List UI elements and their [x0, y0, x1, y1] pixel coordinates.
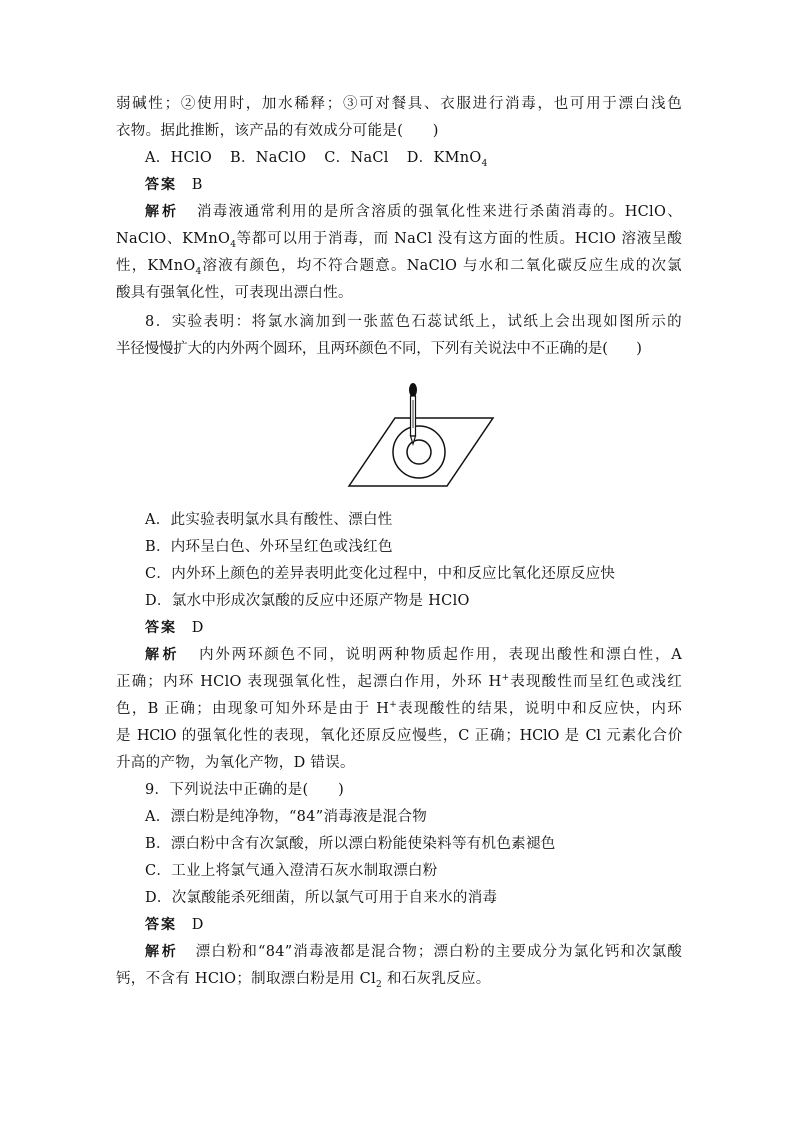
answer-label: 答案 — [145, 620, 177, 636]
q8-analysis-line-5: 升高的产物，为氧化产物，D 错误。 — [116, 755, 355, 771]
q7-analysis-line-4: 酸具有强氧化性，可表现出漂白性。 — [116, 285, 353, 301]
q9-analysis-line-1: 解析 漂白粉和“84”消毒液都是混合物；漂白粉的主要成分为氯化钙和次氯酸 — [145, 944, 682, 960]
dropper-icon — [409, 383, 417, 444]
q8-option-c: C．内外环上颜色的差异表明此变化过程中，中和反应比氧化还原反应快 — [145, 566, 616, 582]
answer-label: 答案 — [145, 917, 177, 933]
q8-option-b: B．内环呈白色、外环呈红色或浅红色 — [145, 539, 393, 555]
q9-option-a: A．漂白粉是纯净物，“84”消毒液是混合物 — [145, 809, 428, 825]
q9-option-b: B．漂白粉中含有次氯酸，所以漂白粉能使染料等有机色素褪色 — [145, 836, 556, 852]
q8-analysis-line-4: 是 HClO 的强氧化性的表现，氧化还原反应慢些，C 正确；HClO 是 Cl 元素化合价 — [116, 728, 682, 744]
q9-analysis-line-2: 钙，不含有 HClO；制取漂白粉是用 $Cl_2$ 和石灰乳反应。 — [116, 971, 491, 990]
q8-answer — [145, 615, 682, 642]
q7-option-c: C．NaCl — [324, 150, 389, 166]
q8-analysis-line-2: 正确；内环 HClO 表现强氧化性，起漂白作用，外环 H+表现酸性而呈红色或浅红 — [116, 673, 682, 690]
q9-answer-value: D — [191, 917, 204, 933]
q8-stem-line-2: 半径慢慢扩大的内外两个圆环，且两环颜色不同，下列有关说法中不正确的是( ) — [116, 341, 642, 357]
q7-stem-line-2: 衣物。据此推断，该产品的有效成分可能是( ) — [116, 123, 439, 139]
q8-option-a: A．此实验表明氯水具有酸性、漂白性 — [145, 512, 393, 528]
q7-option-b: B．NaClO — [230, 150, 307, 166]
dropper-test-paper-figure — [343, 370, 499, 506]
q7-options — [145, 145, 682, 172]
q8-answer-value: D — [191, 620, 204, 636]
q9-option-c: C．工业上将氯气通入澄清石灰水制取漂白粉 — [145, 863, 438, 879]
q8-option-d: D．氯水中形成次氯酸的反应中还原产物是 HClO — [145, 593, 470, 609]
q7-analysis-line-1: 解析 消毒液通常利用的是所含溶质的强氧化性来进行杀菌消毒的。HClO、 — [145, 204, 682, 220]
inner-ring — [407, 440, 431, 464]
q7-option-a: A．HClO — [145, 150, 213, 166]
q9-option-d: D．次氯酸能杀死细菌，所以氯气可用于自来水的消毒 — [145, 890, 498, 906]
q7-answer — [145, 172, 682, 199]
q8-stem-line-1: 8．实验表明：将氯水滴加到一张蓝色石蕊试纸上，试纸上会出现如图所示的 — [145, 314, 682, 330]
q7-analysis-line-3: 性，KMnO$_4$溶液有颜色，均不符合题意。NaClO 与水和二氧化碳反应生成的次氯 — [116, 258, 682, 277]
q7-answer-value: B — [191, 177, 203, 193]
q8-analysis-line-3: 色，B 正确；由现象可知外环是由于 H+表现酸性的结果，说明中和反应快，内环 — [116, 700, 682, 717]
analysis-label: 解析 — [145, 647, 180, 663]
analysis-label: 解析 — [145, 204, 180, 220]
analysis-label: 解析 — [145, 944, 179, 960]
q9-stem: 9．下列说法中正确的是( ) — [145, 782, 345, 798]
answer-label: 答案 — [145, 177, 177, 193]
q7-analysis-line-2: NaClO、KMnO$_4$等都可以用于消毒，而 NaCl 没有这方面的性质。HClO 溶液呈酸 — [116, 231, 682, 250]
q8-analysis-line-1: 解析 内外两环颜色不同，说明两种物质起作用，表现出酸性和漂白性，A — [145, 647, 683, 663]
q7-option-d: D．KMnO$_4$ — [406, 150, 488, 169]
q9-answer — [145, 912, 682, 939]
q7-stem-line-1: 弱碱性；②使用时，加水稀释；③可对餐具、衣服进行消毒，也可用于漂白浅色 — [116, 96, 682, 112]
